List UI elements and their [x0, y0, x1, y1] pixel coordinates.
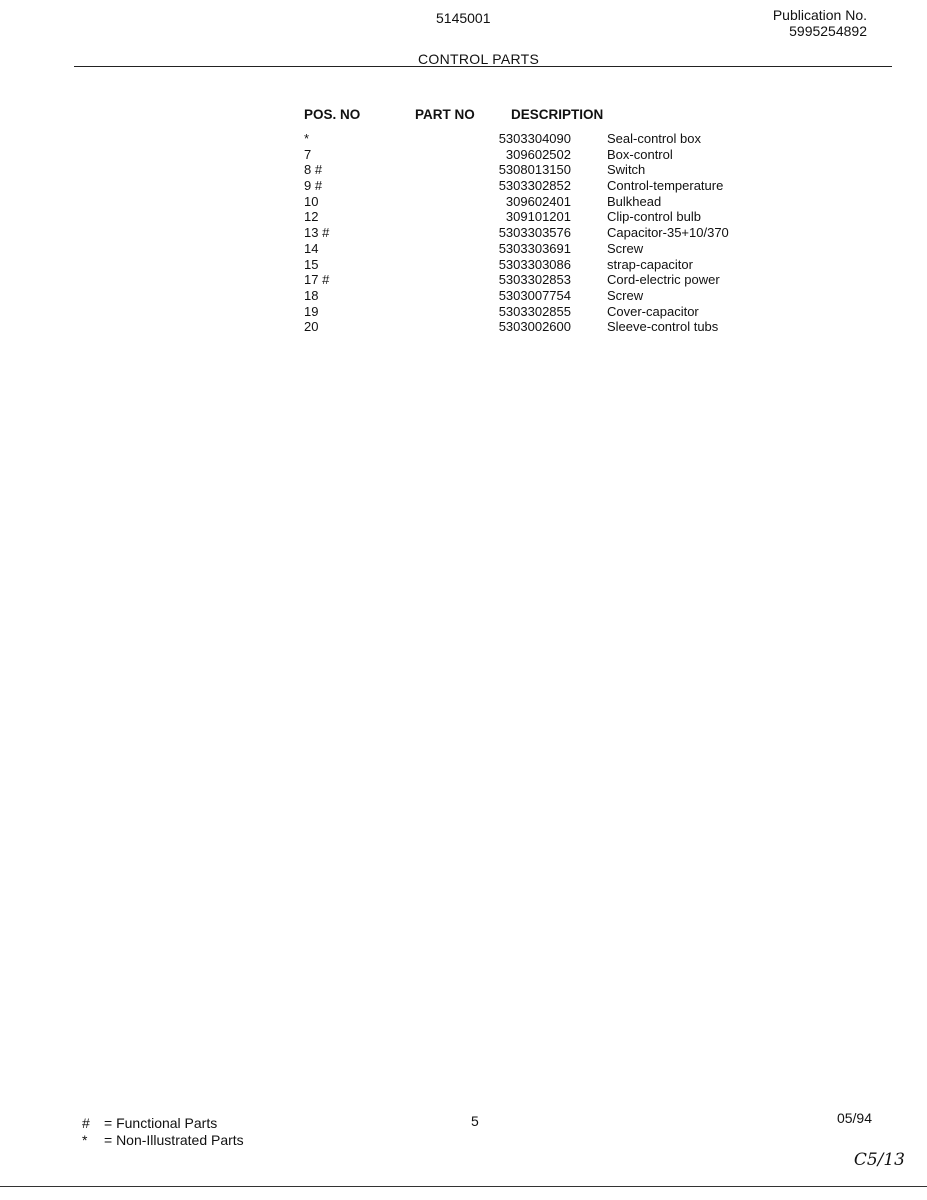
part-cell: 5303302855 — [498, 303, 571, 319]
description-cell: Bulkhead — [607, 193, 662, 209]
model-number: 5145001 — [436, 10, 491, 26]
description-cell: Cord-electric power — [607, 272, 720, 288]
pos-cell: 7 — [304, 146, 312, 162]
table-row — [304, 272, 729, 288]
pos-cell: 14 — [304, 240, 319, 256]
header-pos-no: POS. NO — [304, 107, 361, 122]
table-row — [304, 147, 729, 163]
table-row — [304, 241, 729, 257]
part-cell: 5303303086 — [498, 256, 571, 272]
table-row — [304, 194, 729, 210]
pos-cell: 15 — [304, 256, 319, 272]
part-cell: 5303302852 — [498, 178, 571, 194]
part-cell: 309602502 — [505, 146, 571, 162]
table-row — [304, 162, 729, 178]
description-cell: Switch — [607, 162, 646, 178]
table-row — [304, 319, 729, 335]
description-cell: Control-temperature — [607, 178, 724, 194]
header-description: DESCRIPTION — [511, 107, 604, 122]
pos-cell: 10 — [304, 193, 319, 209]
table-row — [304, 178, 729, 194]
part-cell: 5303304090 — [498, 131, 571, 146]
header-part-no: PART NO — [415, 107, 475, 122]
pos-cell: 8 # — [304, 162, 323, 178]
description-cell: Box-control — [607, 146, 673, 162]
table-header — [304, 107, 729, 131]
table-row — [304, 304, 729, 320]
table-row — [304, 131, 729, 147]
description-cell: Cover-capacitor — [607, 303, 699, 319]
section-title: CONTROL PARTS — [418, 51, 540, 67]
description-cell: Screw — [607, 287, 644, 303]
legend-text: = Non-Illustrated Parts — [104, 1132, 244, 1148]
pos-cell: * — [304, 131, 310, 146]
footer-divider — [0, 1186, 927, 1187]
parts-table — [304, 107, 729, 335]
pos-cell: 12 — [304, 209, 319, 225]
page-number: 5 — [471, 1113, 479, 1129]
description-cell: Sleeve-control tubs — [607, 319, 719, 335]
pos-cell: 18 — [304, 287, 319, 303]
legend-text: = Functional Parts — [104, 1115, 218, 1131]
header-divider — [74, 66, 892, 67]
table-row — [304, 225, 729, 241]
table-row — [304, 288, 729, 304]
part-cell: 5308013150 — [498, 162, 571, 178]
legend-item — [82, 1115, 244, 1132]
publication-date: 05/94 — [836, 1110, 872, 1126]
legend-symbol: # — [82, 1115, 90, 1131]
description-cell: Clip-control bulb — [607, 209, 701, 225]
pos-cell: 20 — [304, 319, 319, 335]
part-cell: 309101201 — [505, 209, 571, 225]
description-cell: Screw — [607, 240, 644, 256]
part-cell: 5303302853 — [498, 272, 571, 288]
legend-item — [82, 1132, 244, 1149]
legend — [82, 1115, 244, 1149]
part-cell: 5303007754 — [498, 287, 571, 303]
pos-cell: 17 # — [304, 272, 330, 288]
part-cell: 5303303576 — [498, 225, 571, 241]
table-row — [304, 209, 729, 225]
pos-cell: 9 # — [304, 178, 323, 194]
description-cell: Capacitor-35+10/370 — [607, 225, 729, 241]
pos-cell: 19 — [304, 303, 319, 319]
description-cell: Seal-control box — [607, 131, 701, 146]
table-row — [304, 257, 729, 273]
publication-label: Publication No. — [772, 7, 867, 23]
part-cell: 5303002600 — [498, 319, 571, 335]
description-cell: strap-capacitor — [607, 256, 693, 272]
part-cell: 309602401 — [505, 193, 571, 209]
pos-cell: 13 # — [304, 225, 330, 241]
table-body — [304, 131, 729, 335]
legend-symbol: * — [82, 1132, 88, 1148]
publication-block — [773, 7, 867, 39]
part-cell: 5303303691 — [498, 240, 571, 256]
handwritten-mark: C5/13 — [853, 1150, 905, 1170]
publication-number: 5995254892 — [789, 23, 867, 39]
